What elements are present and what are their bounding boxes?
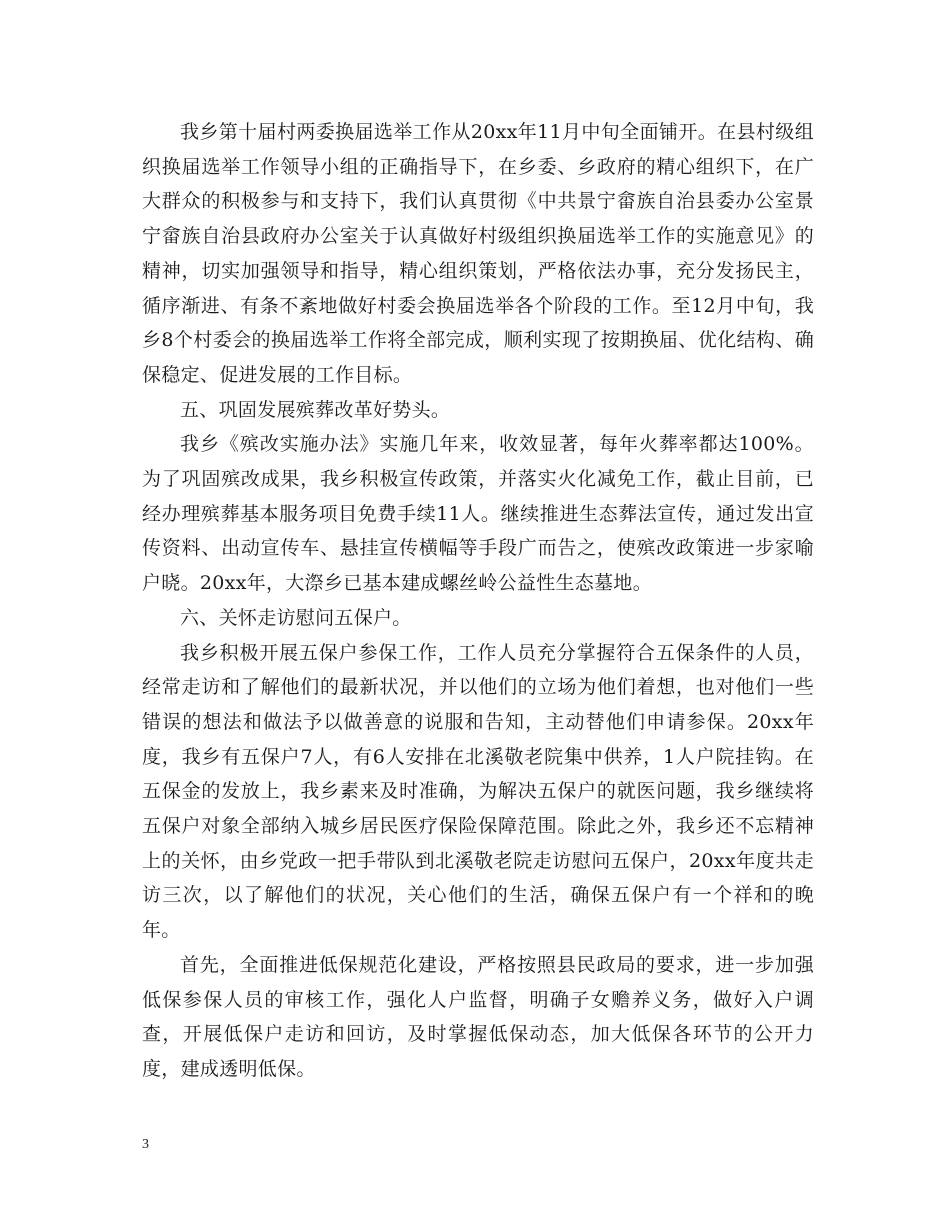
paragraph-low-income: 首先，全面推进低保规范化建设，严格按照县民政局的要求，进一步加强低保参保人员的审核工作，强化人户监督，明确子女赡养义务，做好入户调查，开展低保户走访和回访，及时掌握低保动态，加大低保各环节的公开力度，建成透明低保。	[142, 953, 814, 1080]
section-heading-five-guarantee: 六、关怀走访慰问五保户。	[180, 606, 412, 629]
paragraph-election: 我乡第十届村两委换届选举工作从20xx年11月中旬全面铺开。在县村级组织换届选举工作领导小组的正确指导下，在乡委、乡政府的精心组织下，在广大群众的积极参与和支持下，我们认真贯彻《中共景宁畲族自治县委办公室景宁畲族自治县政府办公室关于认真做好村级组织换届选举工作的实施意见》的精神，切实加强领导和指导，精心组织策划，严格依法办事，充分发扬民主，循序渐进、有条不紊地做好村委会换届选举各个阶段的工作。至12月中旬，我乡8个村委会的换届选举工作将全部完成，顺利实现了按期换届、优化结构、确保稳定、促进发展的工作目标。	[142, 121, 814, 386]
document-body	[142, 115, 814, 1087]
page-number: 3	[142, 1137, 149, 1152]
paragraph-funeral-reform: 我乡《殡改实施办法》实施几年来，收效显著，每年火葬率都达100%。为了巩固殡改成果，我乡积极宣传政策，并落实火化减免工作，截止目前，已经办理殡葬基本服务项目免费手续11人。继续推进生态葬法宣传，通过发出宣传资料、出动宣传车、悬挂宣传横幅等手段广而告之，使殡改政策进一步家喻户晓。20xx年，大漈乡已基本建成螺丝岭公益性生态墓地。	[142, 433, 814, 595]
paragraph-five-guarantee: 我乡积极开展五保户参保工作，工作人员充分掌握符合五保条件的人员，经常走访和了解他们的最新状况，并以他们的立场为他们着想，也对他们一些错误的想法和做法予以做善意的说服和告知，主动替他们申请参保。20xx年度，我乡有五保户7人，有6人安排在北溪敬老院集中供养，1人户院挂钩。在五保金的发放上，我乡素来及时准确，为解决五保户的就医问题，我乡继续将五保户对象全部纳入城乡居民医疗保险保障范围。除此之外，我乡还不忘精神上的关怀，由乡党政一把手带队到北溪敬老院走访慰问五保户，20xx年度共走访三次，以了解他们的状况，关心他们的生活，确保五保户有一个祥和的晚年。	[142, 641, 814, 942]
section-heading-funeral-reform: 五、巩固发展殡葬改革好势头。	[180, 398, 451, 421]
